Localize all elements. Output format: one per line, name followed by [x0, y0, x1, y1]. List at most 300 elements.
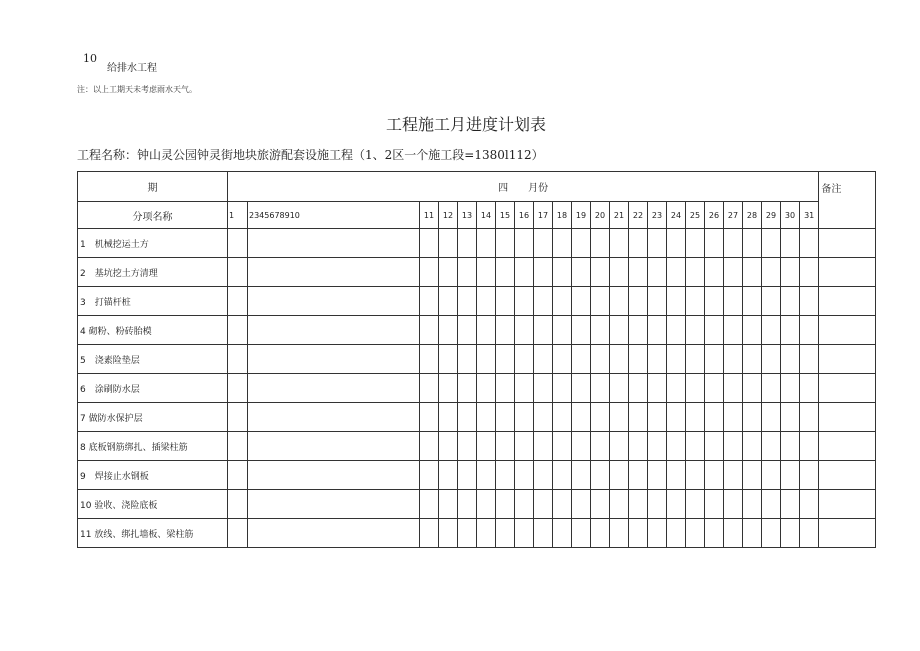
table-row	[78, 345, 876, 374]
schedule-cell	[534, 461, 553, 490]
schedule-cell	[439, 490, 458, 519]
schedule-cell	[553, 316, 572, 345]
schedule-cell	[591, 374, 610, 403]
schedule-cell	[762, 374, 781, 403]
schedule-cell	[743, 316, 762, 345]
day-header: 30	[781, 202, 800, 229]
day-header: 21	[610, 202, 629, 229]
schedule-cell	[800, 374, 819, 403]
schedule-cell	[477, 229, 496, 258]
schedule-cell	[420, 287, 439, 316]
schedule-cell	[496, 374, 515, 403]
schedule-cell	[648, 490, 667, 519]
day-header: 24	[667, 202, 686, 229]
schedule-cell	[686, 519, 705, 548]
schedule-cell	[667, 519, 686, 548]
schedule-cell	[743, 490, 762, 519]
schedule-cell	[420, 316, 439, 345]
table-row	[78, 403, 876, 432]
schedule-cell	[629, 287, 648, 316]
schedule-cell	[781, 345, 800, 374]
task-name: 1 机械挖运土方	[78, 229, 228, 258]
schedule-cell	[648, 258, 667, 287]
schedule-cell	[667, 461, 686, 490]
schedule-cell	[439, 519, 458, 548]
table-row	[78, 316, 876, 345]
day-header: 18	[553, 202, 572, 229]
schedule-cell	[572, 490, 591, 519]
schedule-cell	[572, 403, 591, 432]
schedule-cell	[743, 374, 762, 403]
schedule-cell	[800, 490, 819, 519]
schedule-cell	[534, 432, 553, 461]
schedule-cell	[553, 287, 572, 316]
schedule-cell	[515, 374, 534, 403]
schedule-cell	[686, 403, 705, 432]
schedule-cell	[800, 461, 819, 490]
schedule-cell	[496, 461, 515, 490]
schedule-cell	[534, 374, 553, 403]
schedule-cell	[686, 345, 705, 374]
schedule-cell	[762, 258, 781, 287]
day-header: 13	[458, 202, 477, 229]
schedule-cell	[515, 345, 534, 374]
schedule-cell	[610, 287, 629, 316]
schedule-cell	[534, 287, 553, 316]
task-name: 3 打锚杆桩	[78, 287, 228, 316]
schedule-cell	[228, 519, 248, 548]
schedule-cell	[610, 519, 629, 548]
remarks-cell	[819, 229, 876, 258]
schedule-cell	[705, 490, 724, 519]
table-row	[78, 258, 876, 287]
schedule-cell	[762, 432, 781, 461]
schedule-cell	[248, 403, 420, 432]
schedule-cell	[534, 229, 553, 258]
day-header: 31	[800, 202, 819, 229]
weather-note: 注：以上工期天未考虑雨水天气。	[77, 85, 197, 94]
schedule-cell	[496, 490, 515, 519]
schedule-cell	[572, 345, 591, 374]
schedule-cell	[648, 287, 667, 316]
day-header: 23	[648, 202, 667, 229]
schedule-cell	[420, 229, 439, 258]
schedule-cell	[781, 519, 800, 548]
schedule-cell	[762, 461, 781, 490]
schedule-cell	[648, 374, 667, 403]
schedule-cell	[610, 461, 629, 490]
schedule-cell	[496, 229, 515, 258]
schedule-cell	[477, 316, 496, 345]
schedule-cell	[667, 374, 686, 403]
day-header: 15	[496, 202, 515, 229]
schedule-cell	[629, 403, 648, 432]
schedule-cell	[629, 316, 648, 345]
schedule-cell	[420, 519, 439, 548]
schedule-cell	[477, 432, 496, 461]
remarks-cell	[819, 374, 876, 403]
schedule-cell	[667, 258, 686, 287]
schedule-cell	[743, 287, 762, 316]
schedule-cell	[420, 374, 439, 403]
schedule-cell	[572, 519, 591, 548]
day-header: 22	[629, 202, 648, 229]
schedule-cell	[248, 316, 420, 345]
schedule-cell	[458, 490, 477, 519]
schedule-cell	[743, 403, 762, 432]
remarks-cell	[819, 287, 876, 316]
task-name: 5 浇素险垫层	[78, 345, 228, 374]
remarks-cell	[819, 519, 876, 548]
schedule-cell	[228, 229, 248, 258]
day-header: 28	[743, 202, 762, 229]
schedule-cell	[515, 432, 534, 461]
schedule-cell	[724, 345, 743, 374]
schedule-cell	[667, 432, 686, 461]
day-header: 16	[515, 202, 534, 229]
schedule-cell	[667, 490, 686, 519]
schedule-cell	[724, 316, 743, 345]
table-row	[78, 461, 876, 490]
schedule-cell	[724, 432, 743, 461]
schedule-cell	[477, 403, 496, 432]
table-row	[78, 519, 876, 548]
schedule-cell	[724, 374, 743, 403]
schedule-cell	[248, 258, 420, 287]
schedule-cell	[686, 374, 705, 403]
schedule-cell	[591, 519, 610, 548]
schedule-cell	[553, 374, 572, 403]
schedule-cell	[591, 229, 610, 258]
previous-item-name: 给排水工程	[107, 63, 157, 74]
schedule-cell	[800, 519, 819, 548]
day-header: 20	[591, 202, 610, 229]
schedule-cell	[724, 287, 743, 316]
task-name: 2 基坑挖土方清理	[78, 258, 228, 287]
schedule-cell	[781, 403, 800, 432]
day-header: 25	[686, 202, 705, 229]
schedule-cell	[781, 374, 800, 403]
schedule-cell	[800, 432, 819, 461]
schedule-cell	[762, 229, 781, 258]
table-row	[78, 432, 876, 461]
schedule-table	[77, 171, 876, 548]
schedule-cell	[458, 519, 477, 548]
schedule-cell	[705, 374, 724, 403]
schedule-cell	[458, 403, 477, 432]
schedule-cell	[496, 287, 515, 316]
schedule-cell	[629, 258, 648, 287]
schedule-cell	[248, 287, 420, 316]
remarks-cell	[819, 316, 876, 345]
schedule-cell	[686, 229, 705, 258]
schedule-cell	[420, 461, 439, 490]
schedule-cell	[781, 316, 800, 345]
schedule-cell	[420, 345, 439, 374]
schedule-cell	[686, 490, 705, 519]
schedule-cell	[705, 316, 724, 345]
schedule-cell	[496, 316, 515, 345]
schedule-cell	[762, 345, 781, 374]
schedule-cell	[439, 229, 458, 258]
schedule-cell	[228, 432, 248, 461]
schedule-cell	[591, 258, 610, 287]
schedule-cell	[553, 345, 572, 374]
schedule-cell	[686, 258, 705, 287]
schedule-cell	[781, 432, 800, 461]
schedule-cell	[705, 229, 724, 258]
period-header: 期	[78, 172, 228, 202]
schedule-cell	[515, 258, 534, 287]
schedule-cell	[705, 258, 724, 287]
schedule-cell	[534, 345, 553, 374]
schedule-cell	[667, 403, 686, 432]
schedule-cell	[458, 316, 477, 345]
page-title: 工程施工月进度计划表	[386, 115, 547, 134]
schedule-cell	[724, 258, 743, 287]
schedule-cell	[648, 519, 667, 548]
schedule-cell	[800, 316, 819, 345]
schedule-cell	[439, 316, 458, 345]
schedule-cell	[515, 403, 534, 432]
schedule-cell	[648, 229, 667, 258]
schedule-cell	[591, 316, 610, 345]
schedule-cell	[591, 287, 610, 316]
day-header: 26	[705, 202, 724, 229]
schedule-cell	[248, 374, 420, 403]
schedule-cell	[629, 519, 648, 548]
schedule-cell	[534, 258, 553, 287]
task-name: 9 焊接止水钢板	[78, 461, 228, 490]
schedule-cell	[629, 345, 648, 374]
schedule-cell	[705, 519, 724, 548]
schedule-cell	[534, 519, 553, 548]
schedule-cell	[686, 287, 705, 316]
table-row	[78, 374, 876, 403]
schedule-cell	[228, 403, 248, 432]
schedule-cell	[439, 403, 458, 432]
remarks-cell	[819, 432, 876, 461]
schedule-cell	[800, 345, 819, 374]
schedule-cell	[705, 432, 724, 461]
schedule-cell	[420, 403, 439, 432]
schedule-cell	[553, 490, 572, 519]
schedule-cell	[553, 229, 572, 258]
schedule-cell	[572, 432, 591, 461]
schedule-cell	[458, 461, 477, 490]
schedule-cell	[686, 461, 705, 490]
day-header: 12	[439, 202, 458, 229]
task-name: 6 涂刷防水层	[78, 374, 228, 403]
schedule-cell	[762, 490, 781, 519]
schedule-cell	[724, 461, 743, 490]
schedule-cell	[591, 345, 610, 374]
schedule-cell	[228, 490, 248, 519]
schedule-cell	[477, 258, 496, 287]
schedule-cell	[610, 432, 629, 461]
schedule-cell	[743, 519, 762, 548]
schedule-cell	[228, 374, 248, 403]
schedule-cell	[762, 316, 781, 345]
schedule-cell	[629, 229, 648, 258]
schedule-cell	[629, 374, 648, 403]
schedule-cell	[800, 403, 819, 432]
table-row	[78, 490, 876, 519]
schedule-cell	[420, 258, 439, 287]
schedule-cell	[515, 287, 534, 316]
schedule-cell	[248, 432, 420, 461]
schedule-cell	[781, 287, 800, 316]
schedule-cell	[572, 287, 591, 316]
schedule-cell	[743, 345, 762, 374]
schedule-cell	[686, 432, 705, 461]
schedule-cell	[610, 490, 629, 519]
schedule-cell	[705, 287, 724, 316]
schedule-cell	[781, 229, 800, 258]
schedule-cell	[534, 316, 553, 345]
schedule-cell	[610, 403, 629, 432]
schedule-cell	[724, 490, 743, 519]
schedule-cell	[591, 490, 610, 519]
schedule-cell	[439, 345, 458, 374]
day-header: 11	[420, 202, 439, 229]
remarks-cell	[819, 258, 876, 287]
table-row	[78, 287, 876, 316]
schedule-cell	[439, 432, 458, 461]
table-row	[78, 229, 876, 258]
schedule-cell	[420, 490, 439, 519]
schedule-cell	[477, 345, 496, 374]
schedule-cell	[743, 229, 762, 258]
schedule-cell	[648, 403, 667, 432]
schedule-cell	[458, 432, 477, 461]
schedule-cell	[439, 287, 458, 316]
remarks-cell	[819, 403, 876, 432]
schedule-cell	[648, 432, 667, 461]
day-1-header: 1	[228, 202, 248, 229]
schedule-cell	[629, 432, 648, 461]
schedule-cell	[648, 316, 667, 345]
month-header: 四 月份	[228, 172, 819, 202]
schedule-cell	[572, 316, 591, 345]
schedule-cell	[439, 461, 458, 490]
schedule-cell	[591, 432, 610, 461]
schedule-cell	[515, 461, 534, 490]
days-2-10-header: 2345678910	[248, 202, 420, 229]
schedule-cell	[781, 490, 800, 519]
schedule-cell	[591, 461, 610, 490]
schedule-cell	[648, 461, 667, 490]
schedule-cell	[477, 519, 496, 548]
schedule-cell	[743, 432, 762, 461]
schedule-cell	[553, 461, 572, 490]
remarks-cell	[819, 345, 876, 374]
schedule-cell	[515, 229, 534, 258]
day-header: 27	[724, 202, 743, 229]
schedule-cell	[477, 287, 496, 316]
schedule-cell	[553, 403, 572, 432]
schedule-cell	[439, 374, 458, 403]
schedule-cell	[228, 461, 248, 490]
schedule-cell	[629, 490, 648, 519]
schedule-cell	[228, 316, 248, 345]
schedule-cell	[667, 345, 686, 374]
remarks-cell	[819, 490, 876, 519]
schedule-cell	[477, 490, 496, 519]
schedule-cell	[800, 287, 819, 316]
schedule-cell	[724, 403, 743, 432]
day-header: 29	[762, 202, 781, 229]
item-name-header: 分项名称	[78, 202, 228, 229]
schedule-cell	[781, 461, 800, 490]
schedule-cell	[762, 519, 781, 548]
schedule-cell	[228, 258, 248, 287]
schedule-cell	[572, 374, 591, 403]
schedule-cell	[610, 316, 629, 345]
schedule-cell	[705, 403, 724, 432]
schedule-cell	[610, 229, 629, 258]
schedule-cell	[743, 258, 762, 287]
schedule-cell	[553, 432, 572, 461]
task-name: 8 底板钢筋绑扎、插梁柱筋	[78, 432, 228, 461]
day-header: 17	[534, 202, 553, 229]
schedule-cell	[553, 519, 572, 548]
schedule-cell	[629, 461, 648, 490]
schedule-cell	[228, 287, 248, 316]
schedule-cell	[591, 403, 610, 432]
schedule-cell	[496, 258, 515, 287]
schedule-cell	[458, 229, 477, 258]
schedule-cell	[420, 432, 439, 461]
task-name: 4 砌粉、粉砖胎模	[78, 316, 228, 345]
project-name: 工程名称：钟山灵公园钟灵街地块旅游配套设施工程（1、2区一个施工段=1380l112）	[77, 148, 544, 162]
previous-item-number: 10	[83, 52, 97, 65]
schedule-cell	[572, 229, 591, 258]
schedule-cell	[248, 490, 420, 519]
schedule-cell	[515, 316, 534, 345]
schedule-cell	[610, 374, 629, 403]
schedule-cell	[572, 258, 591, 287]
schedule-cell	[248, 345, 420, 374]
schedule-cell	[724, 519, 743, 548]
task-name: 10 验收、浇险底板	[78, 490, 228, 519]
day-header: 14	[477, 202, 496, 229]
task-name: 11 放线、绑扎墙板、梁柱筋	[78, 519, 228, 548]
schedule-cell	[686, 316, 705, 345]
schedule-cell	[705, 345, 724, 374]
schedule-cell	[762, 287, 781, 316]
schedule-cell	[781, 258, 800, 287]
schedule-cell	[648, 345, 667, 374]
schedule-cell	[496, 403, 515, 432]
schedule-cell	[705, 461, 724, 490]
schedule-cell	[458, 374, 477, 403]
schedule-cell	[534, 490, 553, 519]
schedule-cell	[496, 519, 515, 548]
schedule-cell	[667, 316, 686, 345]
schedule-cell	[458, 345, 477, 374]
schedule-cell	[248, 229, 420, 258]
day-header: 19	[572, 202, 591, 229]
schedule-cell	[800, 229, 819, 258]
schedule-cell	[667, 229, 686, 258]
schedule-cell	[458, 258, 477, 287]
schedule-cell	[477, 461, 496, 490]
schedule-cell	[743, 461, 762, 490]
schedule-cell	[477, 374, 496, 403]
schedule-cell	[458, 287, 477, 316]
schedule-cell	[496, 432, 515, 461]
